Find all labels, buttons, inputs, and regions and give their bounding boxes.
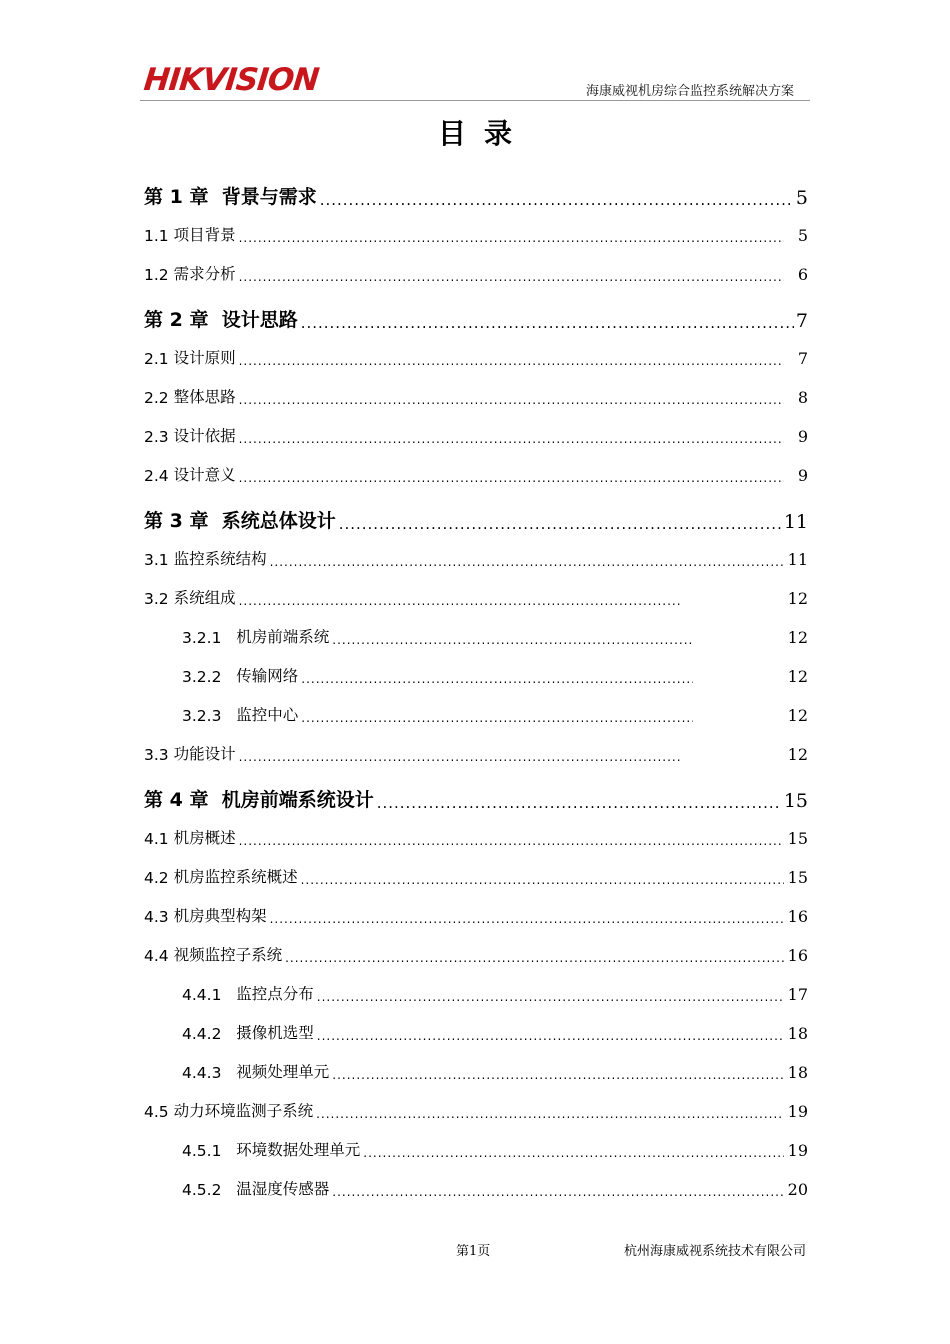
document-header-title: 海康威视机房综合监控系统解决方案: [585, 84, 794, 99]
toc-entry-title: 机房概述: [173, 829, 236, 847]
toc-entry-number: 3.2.1: [182, 629, 222, 647]
toc-entry-section[interactable]: [144, 375, 808, 414]
toc-entry-title: 视频监控子系统: [173, 946, 283, 964]
toc-entry-section[interactable]: [144, 453, 808, 492]
toc-entry-sub[interactable]: [144, 972, 808, 1011]
toc-entry-number: 4.4.2: [182, 1025, 222, 1043]
toc-dot-leader: [270, 555, 784, 569]
toc-entry-title: 摄像机选型: [236, 1024, 314, 1042]
toc-dot-leader: [239, 471, 784, 485]
toc-entry-number: 1.1: [144, 227, 169, 245]
toc-entry-number: 3.2.3: [182, 707, 222, 725]
toc-entry-page: 18: [787, 1063, 808, 1082]
toc-entry-page: 12: [787, 628, 808, 647]
toc-entry-section[interactable]: [144, 213, 808, 252]
toc-dot-leader: [332, 1068, 784, 1082]
toc-dot-leader: [317, 990, 784, 1004]
toc-entry-page: 5: [797, 226, 808, 245]
toc-entry-title: 系统组成: [173, 589, 236, 607]
toc-entry-page: 15: [783, 790, 808, 812]
toc-dot-leader: [239, 354, 784, 368]
toc-entry-page: 9: [797, 466, 808, 485]
toc-entry-page: 8: [797, 388, 808, 407]
header-divider: [140, 100, 810, 101]
toc-entry-title: 需求分析: [173, 265, 236, 283]
toc-entry-chapter[interactable]: [144, 771, 808, 816]
toc-entry-spacer: [208, 511, 221, 533]
toc-entry-number: 3.1: [144, 551, 169, 569]
toc-entry-spacer: [221, 1181, 236, 1199]
toc-entry-title: 设计思路: [221, 309, 298, 331]
toc-entry-section[interactable]: [144, 894, 808, 933]
toc-entry-section[interactable]: [144, 1089, 808, 1128]
toc-entry-number: 3.2.2: [182, 668, 222, 686]
toc-entry-title: 系统总体设计: [221, 510, 336, 532]
toc-entry-page: 15: [787, 829, 808, 848]
toc-dot-leader: [317, 1029, 784, 1043]
toc-entry-title: 机房监控系统概述: [173, 868, 298, 886]
toc-dot-leader: [301, 873, 784, 887]
toc-entry-chapter[interactable]: [144, 492, 808, 537]
toc-entry-section[interactable]: [144, 537, 808, 576]
toc-dot-leader: [239, 231, 784, 245]
toc-dot-leader: [239, 594, 681, 608]
toc-entry-number: 4.3: [144, 908, 169, 926]
toc-entry-page: 12: [787, 706, 808, 725]
toc-entry-section[interactable]: [144, 933, 808, 972]
toc-dot-leader: [301, 314, 794, 332]
toc-entry-number: 第 3 章: [144, 510, 209, 532]
toc-entry-page: 7: [795, 310, 808, 332]
toc-dot-leader: [301, 711, 693, 725]
toc-entry-number: 4.5.2: [182, 1181, 222, 1199]
toc-entry-title: 监控系统结构: [173, 550, 267, 568]
toc-dot-leader: [339, 515, 782, 533]
toc-entry-spacer: [208, 310, 221, 332]
toc-entry-title: 监控中心: [236, 706, 299, 724]
toc-entry-title: 机房典型构架: [173, 907, 267, 925]
toc-entry-title: 机房前端系统: [236, 628, 330, 646]
toc-entry-number: 2.2: [144, 389, 169, 407]
toc-entry-section[interactable]: [144, 576, 808, 615]
toc-entry-number: 4.2: [144, 869, 169, 887]
table-of-contents: [144, 168, 808, 1206]
toc-entry-title: 背景与需求: [221, 186, 317, 208]
toc-entry-number: 第 2 章: [144, 309, 209, 331]
toc-entry-chapter[interactable]: [144, 291, 808, 336]
toc-entry-number: 4.1: [144, 830, 169, 848]
toc-dot-leader: [301, 672, 693, 686]
toc-entry-title: 环境数据处理单元: [236, 1141, 361, 1159]
toc-entry-page: 17: [787, 985, 808, 1004]
toc-entry-section[interactable]: [144, 414, 808, 453]
toc-entry-page: 12: [787, 667, 808, 686]
toc-dot-leader: [239, 834, 784, 848]
toc-entry-sub[interactable]: [144, 693, 808, 732]
toc-entry-number: 4.4.3: [182, 1064, 222, 1082]
toc-entry-spacer: [221, 629, 236, 647]
toc-entry-sub[interactable]: [144, 1128, 808, 1167]
toc-entry-spacer: [221, 707, 236, 725]
toc-heading: 目录: [437, 117, 530, 150]
toc-entry-page: 6: [797, 265, 808, 284]
toc-entry-number: 4.5: [144, 1103, 169, 1121]
toc-entry-section[interactable]: [144, 732, 808, 771]
toc-entry-number: 4.4.1: [182, 986, 222, 1004]
toc-entry-spacer: [221, 986, 236, 1004]
toc-entry-page: 5: [795, 187, 808, 209]
toc-entry-number: 1.2: [144, 266, 169, 284]
toc-entry-number: 3.2: [144, 590, 169, 608]
toc-entry-spacer: [221, 1025, 236, 1043]
toc-entry-number: 4.5.1: [182, 1142, 222, 1160]
toc-entry-section[interactable]: [144, 252, 808, 291]
toc-dot-leader: [363, 1146, 784, 1160]
toc-entry-page: 15: [787, 868, 808, 887]
toc-entry-page: 16: [787, 946, 808, 965]
toc-dot-leader: [285, 951, 784, 965]
toc-dot-leader: [239, 432, 784, 446]
toc-entry-number: 2.3: [144, 428, 169, 446]
toc-entry-title: 动力环境监测子系统: [173, 1102, 314, 1120]
toc-entry-page: 11: [787, 550, 808, 569]
toc-entry-page: 18: [787, 1024, 808, 1043]
toc-entry-page: 16: [787, 907, 808, 926]
footer-page-number: 第1页: [456, 1244, 491, 1259]
toc-entry-spacer: [221, 668, 236, 686]
toc-entry-title: 监控点分布: [236, 985, 314, 1003]
toc-entry-spacer: [208, 187, 221, 209]
toc-dot-leader: [239, 270, 784, 284]
toc-dot-leader: [332, 633, 694, 647]
toc-entry-number: 3.3: [144, 746, 169, 764]
footer-company-name: 杭州海康威视系统技术有限公司: [623, 1244, 806, 1259]
toc-entry-spacer: [221, 1142, 236, 1160]
toc-dot-leader: [377, 794, 782, 812]
toc-entry-title: 传输网络: [236, 667, 299, 685]
toc-entry-title: 项目背景: [173, 226, 236, 244]
toc-entry-number: 4.4: [144, 947, 169, 965]
toc-dot-leader: [320, 191, 794, 209]
toc-dot-leader: [270, 912, 784, 926]
toc-entry-title: 整体思路: [173, 388, 236, 406]
toc-entry-page: 12: [787, 745, 808, 764]
toc-entry-page: 19: [787, 1141, 808, 1160]
toc-entry-title: 设计意义: [173, 466, 236, 484]
toc-entry-sub[interactable]: [144, 1050, 808, 1089]
toc-entry-section[interactable]: [144, 855, 808, 894]
toc-entry-title: 视频处理单元: [236, 1063, 330, 1081]
toc-entry-title: 温湿度传感器: [236, 1180, 330, 1198]
toc-dot-leader: [239, 393, 784, 407]
toc-entry-spacer: [208, 790, 221, 812]
toc-entry-title: 设计依据: [173, 427, 236, 445]
toc-entry-sub[interactable]: [144, 1167, 808, 1206]
toc-entry-page: 12: [787, 589, 808, 608]
toc-entry-sub[interactable]: [144, 1011, 808, 1050]
toc-entry-section[interactable]: [144, 336, 808, 375]
toc-entry-section[interactable]: [144, 816, 808, 855]
toc-entry-sub[interactable]: [144, 654, 808, 693]
hikvision-logo: HIKVISION: [142, 62, 321, 98]
toc-entry-number: 2.4: [144, 467, 169, 485]
toc-entry-page: 7: [797, 349, 808, 368]
toc-entry-number: 第 1 章: [144, 186, 209, 208]
toc-entry-title: 机房前端系统设计: [221, 789, 374, 811]
toc-dot-leader: [332, 1185, 784, 1199]
toc-entry-title: 设计原则: [173, 349, 236, 367]
toc-entry-title: 功能设计: [173, 745, 236, 763]
toc-entry-spacer: [221, 1064, 236, 1082]
toc-entry-chapter[interactable]: [144, 168, 808, 213]
toc-dot-leader: [239, 750, 681, 764]
toc-entry-number: 2.1: [144, 350, 169, 368]
toc-entry-sub[interactable]: [144, 615, 808, 654]
toc-entry-page: 11: [783, 511, 808, 533]
toc-entry-page: 9: [797, 427, 808, 446]
toc-entry-page: 20: [787, 1180, 808, 1199]
toc-entry-page: 19: [787, 1102, 808, 1121]
toc-dot-leader: [316, 1107, 784, 1121]
toc-entry-number: 第 4 章: [144, 789, 209, 811]
